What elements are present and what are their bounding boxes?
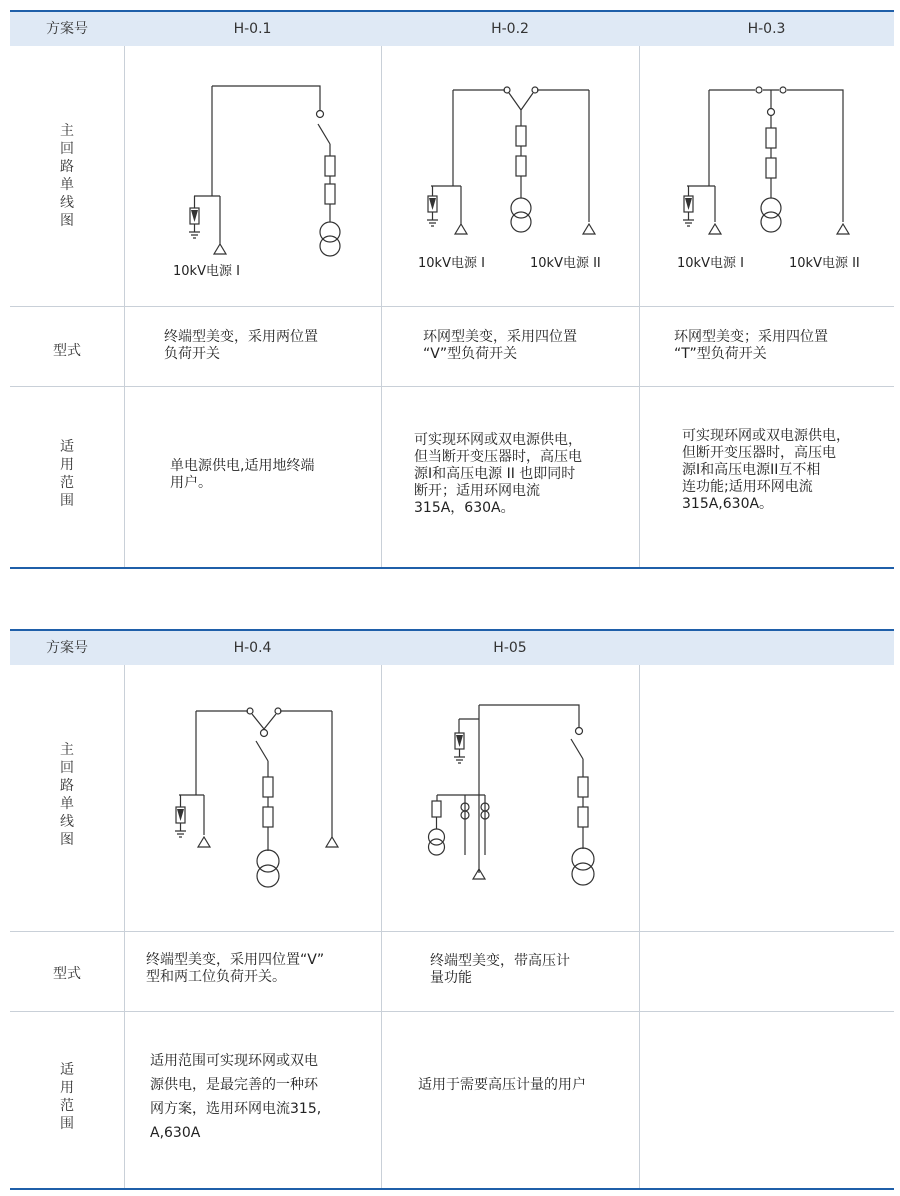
row-label-type: 型式 — [53, 343, 81, 359]
header-scheme-label: 方案号 — [46, 640, 88, 656]
label-source-1: 10kV电源 I — [418, 256, 485, 271]
header-scheme-label: 方案号 — [46, 21, 88, 37]
grid-hline — [10, 306, 894, 307]
label-source-1: 10kV电源 I — [677, 256, 744, 271]
diagram-h05 — [381, 665, 639, 931]
diagram-h04 — [124, 665, 381, 931]
row-label-diagram: 主 回 路 单 线 图 — [60, 123, 74, 229]
header-col-empty — [639, 631, 894, 665]
table-header — [10, 12, 894, 46]
scope-h01: 单电源供电,适用地终端 用户。 — [170, 458, 315, 491]
grid-hline — [10, 386, 894, 387]
table-bottom-rule — [10, 1188, 894, 1190]
row-label-scope: 适 用 范 围 — [60, 1062, 74, 1132]
scope-h02: 可实现环网或双电源供电， 但当断开变压器时，高压电 源I和高压电源 II 也即同时 断开；适用环网电流 315A，630A。 — [414, 432, 582, 516]
row-label-diagram: 主 回 路 单 线 图 — [60, 742, 74, 848]
table-bottom-rule — [10, 567, 894, 569]
label-source-2: 10kV电源 II — [789, 256, 860, 271]
label-source-1: 10kV电源 I — [173, 264, 240, 279]
header-col-h02: H-0.2 — [491, 21, 529, 37]
label-source-2: 10kV电源 II — [530, 256, 601, 271]
header-col-h01: H-0.1 — [233, 21, 272, 37]
type-h03: 环网型美变；采用四位置 “T”型负荷开关 — [674, 329, 828, 362]
type-h04: 终端型美变，采用四位置“V” 型和两工位负荷开关。 — [146, 952, 325, 985]
header-col-h04: H-0.4 — [233, 640, 272, 656]
grid-hline — [10, 931, 894, 932]
scope-h03: 可实现环网或双电源供电， 但断开变压器时，高压电 源I和高压电源II互不相 连功能;适用环网电流 315A,630A。 — [682, 428, 850, 512]
diagram-h01 — [124, 46, 381, 306]
type-h05: 终端型美变，带高压计 量功能 — [430, 953, 570, 986]
table-header — [10, 631, 894, 665]
row-label-scope: 适 用 范 围 — [60, 439, 74, 509]
type-h02: 环网型美变，采用四位置 “V”型负荷开关 — [423, 329, 577, 362]
scope-h04: 适用范围可实现环网或双电 源供电，是最完善的一种环 网方案，选用环网电流315, A,630A — [150, 1053, 322, 1141]
scheme-table-1 — [10, 10, 894, 570]
grid-vline — [639, 665, 640, 1189]
row-label-type: 型式 — [53, 966, 81, 982]
scope-h05: 适用于需要高压计量的用户 — [418, 1077, 586, 1093]
type-h01: 终端型美变，采用两位置 负荷开关 — [164, 329, 318, 362]
header-col-h03: H-0.3 — [747, 21, 786, 37]
header-col-h05: H-05 — [493, 640, 527, 656]
grid-hline — [10, 1011, 894, 1012]
scheme-table-2 — [10, 629, 894, 1195]
